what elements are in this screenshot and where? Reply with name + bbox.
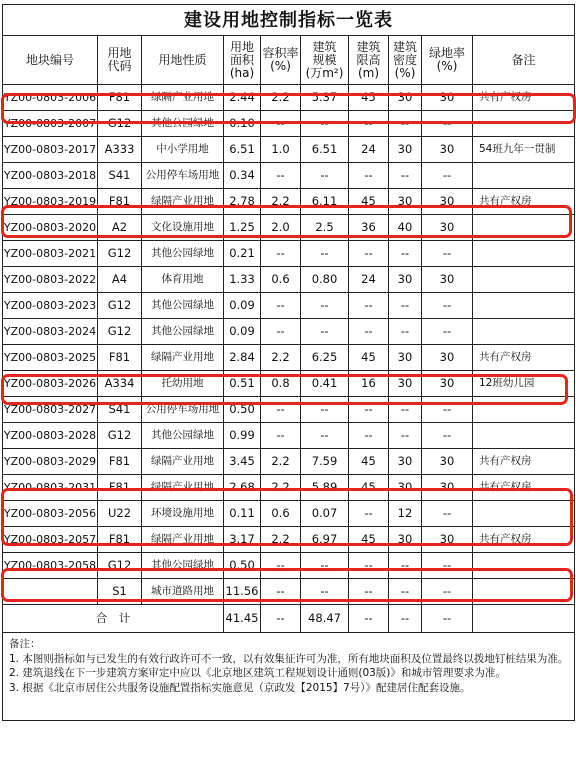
table-row xyxy=(3,475,575,501)
notes-block xyxy=(3,633,575,721)
cell-scale: 2.5 xyxy=(301,215,349,241)
cell-scale: 6.97 xyxy=(301,527,349,553)
cell-height: -- xyxy=(349,163,389,189)
cell-nature: 绿隔产业用地 xyxy=(142,475,224,501)
total-area: 41.45 xyxy=(224,605,261,633)
cell-far: 2.2 xyxy=(261,475,301,501)
cell-scale: -- xyxy=(301,397,349,423)
cell-far: -- xyxy=(261,241,301,267)
cell-height: -- xyxy=(349,553,389,579)
cell-far: -- xyxy=(261,111,301,137)
cell-far: 2.2 xyxy=(261,527,301,553)
cell-id: YZ00-0803-2058 xyxy=(3,553,98,579)
cell-green: -- xyxy=(422,553,473,579)
cell-code: G12 xyxy=(98,553,142,579)
cell-height: 45 xyxy=(349,449,389,475)
cell-code: G12 xyxy=(98,423,142,449)
header-row xyxy=(3,36,575,85)
cell-id: YZ00-0803-2007 xyxy=(3,111,98,137)
cell-green: -- xyxy=(422,319,473,345)
cell-nature: 其他公园绿地 xyxy=(142,423,224,449)
cell-far: 2.2 xyxy=(261,189,301,215)
cell-height: 24 xyxy=(349,137,389,163)
cell-height: 45 xyxy=(349,345,389,371)
cell-density: 12 xyxy=(389,501,422,527)
cell-scale: 5.37 xyxy=(301,85,349,111)
cell-height: 36 xyxy=(349,215,389,241)
cell-nature: 其他公园绿地 xyxy=(142,241,224,267)
cell-density: 30 xyxy=(389,189,422,215)
cell-code: A4 xyxy=(98,267,142,293)
cell-green: -- xyxy=(422,111,473,137)
cell-far: -- xyxy=(261,553,301,579)
total-scale: 48.47 xyxy=(301,605,349,633)
cell-scale: 0.07 xyxy=(301,501,349,527)
cell-note xyxy=(473,215,575,241)
cell-note xyxy=(473,163,575,189)
cell-scale: -- xyxy=(301,553,349,579)
total-far: -- xyxy=(261,605,301,633)
cell-code: G12 xyxy=(98,319,142,345)
cell-id xyxy=(3,579,98,605)
cell-note: 共有产权房 xyxy=(473,85,575,111)
cell-scale: 7.59 xyxy=(301,449,349,475)
hdr-area: 用地 面积 (ha) xyxy=(224,36,261,85)
cell-area: 0.09 xyxy=(224,319,261,345)
cell-far: -- xyxy=(261,397,301,423)
table-row xyxy=(3,137,575,163)
table-row xyxy=(3,423,575,449)
cell-area: 2.44 xyxy=(224,85,261,111)
cell-green: 30 xyxy=(422,215,473,241)
cell-note xyxy=(473,111,575,137)
cell-nature: 绿隔产业用地 xyxy=(142,189,224,215)
cell-nature: 文化设施用地 xyxy=(142,215,224,241)
cell-id: YZ00-0803-2026 xyxy=(3,371,98,397)
cell-area: 11.56 xyxy=(224,579,261,605)
table-row xyxy=(3,527,575,553)
cell-area: 6.51 xyxy=(224,137,261,163)
cell-scale: 0.41 xyxy=(301,371,349,397)
cell-green: 30 xyxy=(422,449,473,475)
cell-scale: 0.80 xyxy=(301,267,349,293)
cell-nature: 公用停车场用地 xyxy=(142,163,224,189)
cell-green: 30 xyxy=(422,267,473,293)
table-row xyxy=(3,579,575,605)
cell-note xyxy=(473,423,575,449)
cell-id: YZ00-0803-2019 xyxy=(3,189,98,215)
total-row xyxy=(3,605,575,633)
cell-nature: 中小学用地 xyxy=(142,137,224,163)
cell-area: 0.99 xyxy=(224,423,261,449)
cell-far: -- xyxy=(261,423,301,449)
cell-green: -- xyxy=(422,423,473,449)
cell-green: 30 xyxy=(422,475,473,501)
cell-scale: -- xyxy=(301,319,349,345)
note-item: 2. 建筑退线在下一步建筑方案审定中应以《北京地区建筑工程规划设计通则(03版)》和城市管理要求为准。 xyxy=(9,667,506,679)
cell-density: 30 xyxy=(389,85,422,111)
cell-height: 45 xyxy=(349,527,389,553)
cell-nature: 托幼用地 xyxy=(142,371,224,397)
cell-area: 0.34 xyxy=(224,163,261,189)
hdr-density: 建筑 密度 (%) xyxy=(389,36,422,85)
cell-id: YZ00-0803-2031 xyxy=(3,475,98,501)
cell-far: 2.0 xyxy=(261,215,301,241)
total-note xyxy=(473,605,575,633)
cell-note: 54班九年一贯制 xyxy=(473,137,575,163)
notes-heading: 备注： xyxy=(9,638,41,650)
table-row xyxy=(3,553,575,579)
cell-scale: -- xyxy=(301,423,349,449)
cell-density: -- xyxy=(389,293,422,319)
cell-green: 30 xyxy=(422,85,473,111)
cell-green: 30 xyxy=(422,189,473,215)
cell-density: 30 xyxy=(389,449,422,475)
cell-scale: 6.11 xyxy=(301,189,349,215)
cell-code: F81 xyxy=(98,189,142,215)
cell-nature: 绿隔产业用地 xyxy=(142,345,224,371)
cell-area: 1.33 xyxy=(224,267,261,293)
cell-height: -- xyxy=(349,423,389,449)
cell-green: -- xyxy=(422,293,473,319)
cell-area: 0.10 xyxy=(224,111,261,137)
cell-note xyxy=(473,241,575,267)
table-row xyxy=(3,241,575,267)
cell-nature: 其他公园绿地 xyxy=(142,293,224,319)
cell-scale: -- xyxy=(301,293,349,319)
cell-note xyxy=(473,579,575,605)
total-label: 合 计 xyxy=(3,605,224,633)
hdr-height: 建筑 限高 (m) xyxy=(349,36,389,85)
total-density: -- xyxy=(389,605,422,633)
hdr-note: 备注 xyxy=(473,36,575,85)
cell-nature: 其他公园绿地 xyxy=(142,111,224,137)
cell-green: -- xyxy=(422,501,473,527)
cell-area: 2.78 xyxy=(224,189,261,215)
cell-green: 30 xyxy=(422,345,473,371)
cell-height: 45 xyxy=(349,85,389,111)
cell-id: YZ00-0803-2022 xyxy=(3,267,98,293)
cell-id: YZ00-0803-2025 xyxy=(3,345,98,371)
table-row xyxy=(3,371,575,397)
cell-code: F81 xyxy=(98,449,142,475)
cell-nature: 体育用地 xyxy=(142,267,224,293)
hdr-green: 绿地率 (%) xyxy=(422,36,473,85)
cell-code: S41 xyxy=(98,397,142,423)
cell-nature: 绿隔产业用地 xyxy=(142,527,224,553)
cell-id: YZ00-0803-2018 xyxy=(3,163,98,189)
cell-code: G12 xyxy=(98,293,142,319)
cell-density: -- xyxy=(389,241,422,267)
cell-density: -- xyxy=(389,553,422,579)
cell-nature: 其他公园绿地 xyxy=(142,553,224,579)
note-item: 3. 根据《北京市居住公共服务设施配置指标实施意见（京政发【2015】7号）》配建居住配套设施。 xyxy=(9,681,471,694)
total-green: -- xyxy=(422,605,473,633)
cell-density: 30 xyxy=(389,345,422,371)
cell-area: 2.84 xyxy=(224,345,261,371)
cell-scale: -- xyxy=(301,163,349,189)
cell-density: -- xyxy=(389,397,422,423)
cell-id: YZ00-0803-2027 xyxy=(3,397,98,423)
table-row xyxy=(3,397,575,423)
cell-nature: 城市道路用地 xyxy=(142,579,224,605)
cell-density: -- xyxy=(389,423,422,449)
hdr-far: 容积率 (%) xyxy=(261,36,301,85)
cell-nature: 环境设施用地 xyxy=(142,501,224,527)
cell-note xyxy=(473,553,575,579)
table-row xyxy=(3,215,575,241)
cell-code: G12 xyxy=(98,111,142,137)
cell-green: 30 xyxy=(422,371,473,397)
cell-code: U22 xyxy=(98,501,142,527)
cell-density: 30 xyxy=(389,371,422,397)
table-row xyxy=(3,319,575,345)
hdr-land-nature: 用地性质 xyxy=(142,36,224,85)
table-row xyxy=(3,189,575,215)
cell-scale: -- xyxy=(301,579,349,605)
cell-nature: 绿隔产业用地 xyxy=(142,85,224,111)
cell-code: A2 xyxy=(98,215,142,241)
cell-note xyxy=(473,293,575,319)
cell-code: F81 xyxy=(98,85,142,111)
cell-green: -- xyxy=(422,241,473,267)
cell-note: 共有产权房 xyxy=(473,345,575,371)
cell-scale: 6.25 xyxy=(301,345,349,371)
cell-area: 1.25 xyxy=(224,215,261,241)
cell-code: S1 xyxy=(98,579,142,605)
hdr-plot-id: 地块编号 xyxy=(3,36,98,85)
cell-density: -- xyxy=(389,163,422,189)
hdr-land-code: 用地 代码 xyxy=(98,36,142,85)
cell-height: -- xyxy=(349,293,389,319)
cell-far: 2.2 xyxy=(261,345,301,371)
cell-far: -- xyxy=(261,293,301,319)
cell-height: -- xyxy=(349,111,389,137)
cell-scale: 5.89 xyxy=(301,475,349,501)
cell-note xyxy=(473,397,575,423)
cell-area: 0.09 xyxy=(224,293,261,319)
table-row xyxy=(3,345,575,371)
cell-note xyxy=(473,501,575,527)
cell-area: 0.21 xyxy=(224,241,261,267)
cell-note xyxy=(473,319,575,345)
cell-code: F81 xyxy=(98,345,142,371)
cell-density: -- xyxy=(389,111,422,137)
cell-scale: 6.51 xyxy=(301,137,349,163)
cell-id: YZ00-0803-2020 xyxy=(3,215,98,241)
cell-density: -- xyxy=(389,319,422,345)
cell-green: -- xyxy=(422,397,473,423)
cell-area: 2.68 xyxy=(224,475,261,501)
cell-far: 1.0 xyxy=(261,137,301,163)
cell-far: 0.8 xyxy=(261,371,301,397)
table-row xyxy=(3,449,575,475)
cell-area: 0.50 xyxy=(224,553,261,579)
cell-id: YZ00-0803-2017 xyxy=(3,137,98,163)
cell-note xyxy=(473,267,575,293)
cell-code: A334 xyxy=(98,371,142,397)
cell-code: G12 xyxy=(98,241,142,267)
cell-id: YZ00-0803-2024 xyxy=(3,319,98,345)
cell-note: 12班幼儿园 xyxy=(473,371,575,397)
table-row xyxy=(3,267,575,293)
hdr-scale: 建筑 规模 (万m²) xyxy=(301,36,349,85)
cell-density: 30 xyxy=(389,137,422,163)
cell-area: 0.11 xyxy=(224,501,261,527)
cell-nature: 绿隔产业用地 xyxy=(142,449,224,475)
cell-density: 30 xyxy=(389,527,422,553)
note-item: 1. 本图则指标如与已发生的有效行政许可不一致，以有效集征许可为准，所有地块面积及位置最终以拨地钉桩结果为准。 xyxy=(9,652,569,665)
cell-height: -- xyxy=(349,319,389,345)
table-row xyxy=(3,501,575,527)
cell-height: 16 xyxy=(349,371,389,397)
cell-far: 0.6 xyxy=(261,267,301,293)
cell-code: S41 xyxy=(98,163,142,189)
cell-nature: 公用停车场用地 xyxy=(142,397,224,423)
cell-id: YZ00-0803-2021 xyxy=(3,241,98,267)
table-row xyxy=(3,163,575,189)
table-row xyxy=(3,85,575,111)
cell-note: 共有产权房 xyxy=(473,449,575,475)
cell-id: YZ00-0803-2006 xyxy=(3,85,98,111)
table-row xyxy=(3,293,575,319)
cell-nature: 其他公园绿地 xyxy=(142,319,224,345)
cell-area: 0.50 xyxy=(224,397,261,423)
table-body xyxy=(3,85,575,605)
land-control-table xyxy=(2,4,575,721)
cell-id: YZ00-0803-2056 xyxy=(3,501,98,527)
cell-height: 45 xyxy=(349,189,389,215)
cell-far: -- xyxy=(261,579,301,605)
cell-density: -- xyxy=(389,579,422,605)
cell-height: 24 xyxy=(349,267,389,293)
cell-code: F81 xyxy=(98,527,142,553)
cell-note: 共有产权房 xyxy=(473,475,575,501)
cell-height: 45 xyxy=(349,475,389,501)
table-row xyxy=(3,111,575,137)
cell-scale: -- xyxy=(301,241,349,267)
cell-far: -- xyxy=(261,163,301,189)
cell-height: -- xyxy=(349,241,389,267)
cell-area: 0.51 xyxy=(224,371,261,397)
cell-code: F81 xyxy=(98,475,142,501)
cell-id: YZ00-0803-2023 xyxy=(3,293,98,319)
cell-density: 40 xyxy=(389,215,422,241)
table-title: 建设用地控制指标一览表 xyxy=(3,5,575,36)
cell-far: -- xyxy=(261,319,301,345)
total-height: -- xyxy=(349,605,389,633)
cell-green: -- xyxy=(422,163,473,189)
cell-far: 0.6 xyxy=(261,501,301,527)
cell-height: -- xyxy=(349,397,389,423)
cell-note: 共有产权房 xyxy=(473,527,575,553)
cell-far: 2.2 xyxy=(261,85,301,111)
cell-note: 共有产权房 xyxy=(473,189,575,215)
cell-scale: -- xyxy=(301,111,349,137)
cell-id: YZ00-0803-2057 xyxy=(3,527,98,553)
cell-code: A333 xyxy=(98,137,142,163)
cell-id: YZ00-0803-2029 xyxy=(3,449,98,475)
cell-area: 3.17 xyxy=(224,527,261,553)
cell-density: 30 xyxy=(389,267,422,293)
cell-green: -- xyxy=(422,579,473,605)
cell-green: 30 xyxy=(422,527,473,553)
cell-far: 2.2 xyxy=(261,449,301,475)
cell-height: -- xyxy=(349,579,389,605)
cell-green: 30 xyxy=(422,137,473,163)
cell-height: -- xyxy=(349,501,389,527)
cell-area: 3.45 xyxy=(224,449,261,475)
cell-id: YZ00-0803-2028 xyxy=(3,423,98,449)
cell-density: 30 xyxy=(389,475,422,501)
